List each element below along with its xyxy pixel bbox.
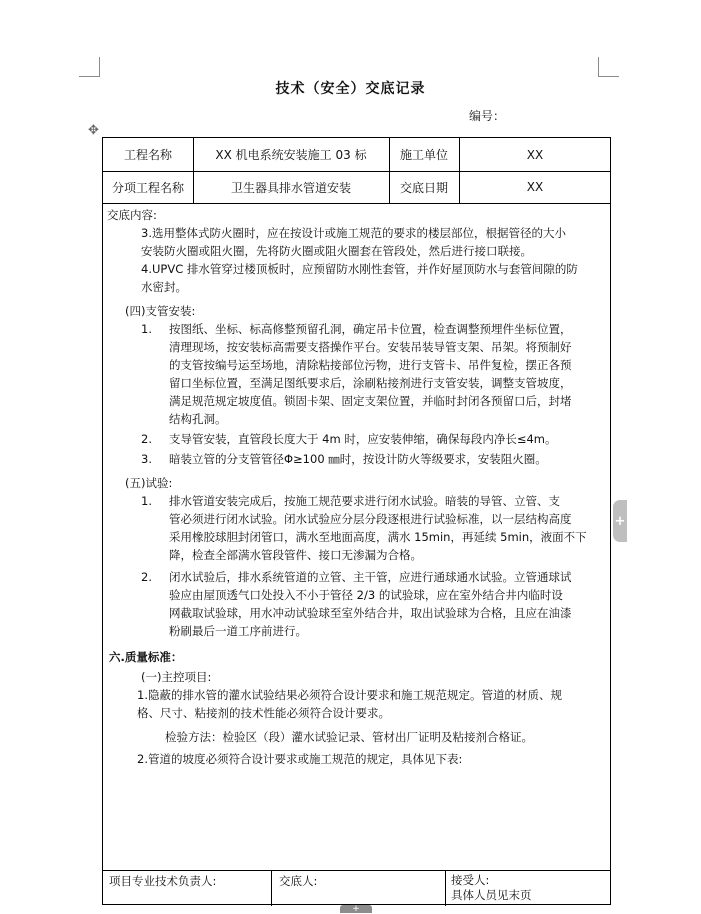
quality-standard-heading: 六.质量标准： [109, 650, 183, 664]
content-line: 满足规范规定坡度值。锁固卡架、固定支架位置，并临时封闭各预留口后，封堵 [169, 394, 572, 408]
content-heading: 交底内容: [107, 208, 157, 222]
move-icon[interactable]: ✥ [88, 123, 99, 138]
section-heading: (五)试验: [125, 476, 173, 490]
sub-project-label: 分项工程名称 [111, 180, 184, 195]
project-name-value: XX 机电系统安装施工 03 标 [215, 148, 367, 162]
content-line: 2.管道的坡度必须符合设计要求或施工规范的规定，具体见下表: [137, 752, 463, 766]
content-line: 结构孔洞。 [169, 412, 227, 426]
content-line: 按图纸、坐标、标高修整预留孔洞，确定吊卡位置，检查调整预埋件坐标位置， [169, 322, 572, 336]
date-label: 交底日期 [399, 180, 448, 195]
receiver-label: 接受人: [451, 873, 490, 887]
crop-mark-top-left-h [79, 76, 99, 77]
page-title: 技术（安全）交底记录 [275, 81, 426, 97]
content-line: 的支管按编号运至场地，清除粘接部位污物，进行支管卡、吊件复检，摆正各预 [169, 358, 572, 372]
receiver-note: 具体人员见末页 [451, 888, 532, 902]
content-line: 管必须进行闭水试验。闭水试验应分层分段逐根进行试验标准，以一层结构高度 [169, 512, 572, 526]
list-number: 1. [141, 494, 152, 508]
doc-number-label: 编号： [469, 109, 506, 123]
content-line: 安装防火圈或阻火圈，先将防火圈或阻火圈套在管段处，然后进行接口联接。 [141, 244, 532, 258]
list-number: 2. [141, 570, 152, 584]
list-number: 3. [141, 452, 152, 466]
crop-mark-top-left-v [99, 57, 100, 77]
tech-lead-label: 项目专业技术负责人: [109, 874, 217, 888]
content-line: 1.隐蔽的排水管的灌水试验结果必须符合设计要求和施工规范规定。管道的材质、规 [137, 688, 562, 702]
content-line: 网截取试验球，用水冲动试验球至室外结合井，取出试验球为合格，且应在油漆 [169, 606, 572, 620]
date-value: XX [526, 180, 544, 194]
content-line: 清理现场，按安装标高需要支搭操作平台。安装吊装导管支架、吊架。将预制好 [169, 340, 572, 354]
project-name-label: 工程名称 [123, 148, 172, 162]
content-line: 暗装立管的分支管管径Φ≥100 ㎜时，按设计防火等级要求，安装阻火圈。 [169, 452, 547, 466]
content-line: 排水管道安装完成后，按施工规范要求进行闭水试验。暗装的导管、立管、支 [169, 494, 560, 508]
content-line: 水密封。 [141, 280, 187, 294]
plus-icon[interactable]: + [340, 905, 372, 913]
discloser-label: 交底人: [279, 874, 318, 888]
sub-project-value: 卫生器具排水管道安装 [230, 180, 351, 195]
content-line: 粉刷最后一道工序前进行。 [169, 624, 307, 638]
content-line: 4.UPVC 排水管穿过楼顶板时，应预留防水刚性套管，并作好屋顶防水与套管间隙的防 [141, 262, 578, 276]
content-line: 验应由屋顶透气口处投入不小于管径 2/3 的试验球，应在室外结合井内临时设 [169, 588, 563, 602]
content-line: 3.选用整体式防火圈时，应在按设计或施工规范的要求的楼层部位，根据管径的大小 [141, 226, 566, 240]
crop-mark-top-right-h [599, 76, 619, 77]
section-heading: (四)支管安装: [125, 304, 196, 318]
crop-mark-top-right-v [598, 57, 599, 77]
content-line: 格、尺寸、粘接剂的技术性能必须符合设计要求。 [137, 706, 390, 720]
section-heading: (一)主控项目: [141, 670, 212, 684]
disclosure-table [102, 137, 611, 905]
list-number: 2. [141, 432, 152, 446]
content-line: 检验方法：检验区（段）灌水试验记录、管材出厂证明及粘接剂合格证。 [165, 730, 533, 744]
content-line: 降，检查全部满水管段管件、接口无渗漏为合格。 [169, 548, 422, 562]
content-line: 采用橡胶球胆封闭管口，满水至地面高度，满水 15min，再延续 5min，液面不下 [169, 530, 587, 544]
content-line: 闭水试验后，排水系统管道的立管、主干管，应进行通球通水试验。立管通球试 [169, 570, 572, 584]
content-line: 支导管安装，直管段长度大于 4m 时，应安装伸缩，确保每段内净长≤4m。 [169, 432, 557, 446]
construction-unit-label: 施工单位 [399, 148, 448, 162]
construction-unit-value: XX [526, 147, 544, 162]
list-number: 1. [141, 322, 152, 336]
plus-icon[interactable]: + [613, 500, 627, 542]
content-line: 留口坐标位置，至满足图纸要求后，涂刷粘接剂进行支管安装，调整支管坡度， [169, 376, 572, 390]
